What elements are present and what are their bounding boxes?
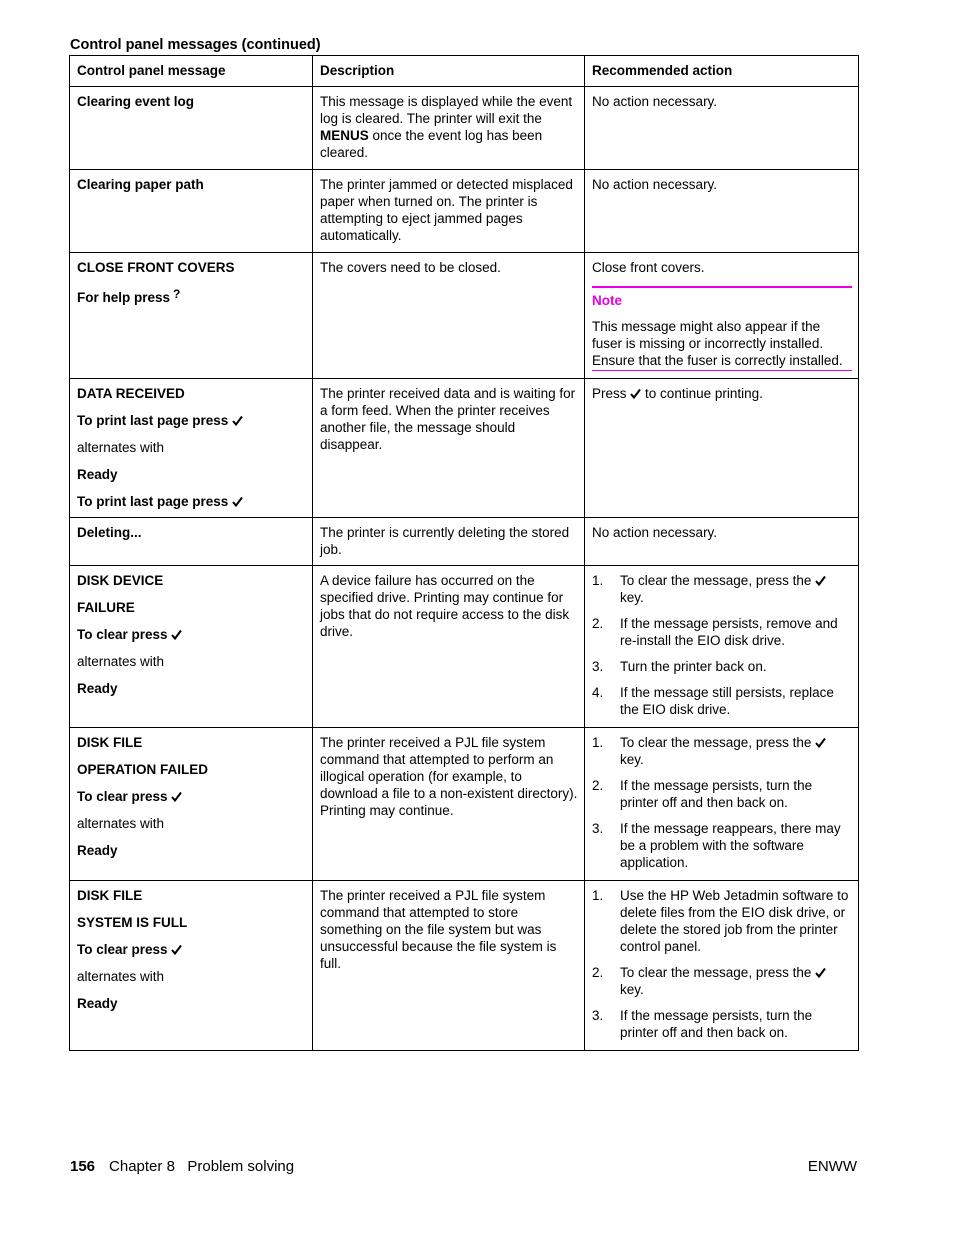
action-text: Press bbox=[592, 386, 627, 401]
message-text: Ready bbox=[77, 681, 118, 696]
message-text: To print last page press bbox=[77, 413, 229, 428]
note-text: This message might also appear if the fuser is missing or incorrectly installed. Ensure that the fuser is correctly installed. bbox=[592, 318, 852, 371]
step-text: If the message persists, turn the printer off and then back on. bbox=[620, 1008, 813, 1040]
list-item bbox=[592, 777, 852, 811]
table-row bbox=[70, 253, 859, 379]
message-cell bbox=[70, 518, 313, 566]
description-cell bbox=[313, 566, 585, 728]
message-text: To clear press bbox=[77, 942, 168, 957]
description-text: This message is displayed while the event log is cleared. The printer will exit the bbox=[320, 94, 573, 126]
list-item bbox=[592, 1007, 852, 1041]
step-number: 2. bbox=[592, 616, 604, 631]
note-label: Note bbox=[592, 293, 622, 308]
message-help-line bbox=[77, 286, 306, 306]
step-text: key. bbox=[620, 590, 644, 605]
message-text: FAILURE bbox=[77, 600, 135, 615]
table-row bbox=[70, 87, 859, 170]
action-cell bbox=[585, 87, 859, 170]
action-text: No action necessary. bbox=[592, 94, 718, 109]
menus-key-text: MENUS bbox=[320, 128, 369, 143]
description-text: The printer received a PJL file system command that attempted to perform an illogical operation (for example, to download a file to a non-existent directory). Printing may continue. bbox=[320, 735, 578, 818]
list-item bbox=[592, 684, 852, 718]
step-number: 4. bbox=[592, 685, 604, 700]
table-row bbox=[70, 170, 859, 253]
action-cell bbox=[585, 253, 859, 379]
list-item bbox=[592, 964, 852, 998]
message-text: Deleting... bbox=[77, 525, 142, 540]
action-cell bbox=[585, 566, 859, 728]
step-text: key. bbox=[620, 982, 644, 997]
table-row bbox=[70, 518, 859, 566]
message-cell bbox=[70, 881, 313, 1051]
list-item bbox=[592, 887, 852, 955]
step-text: If the message persists, turn the printer off and then back on. bbox=[620, 778, 813, 810]
step-text: Turn the printer back on. bbox=[620, 659, 767, 674]
message-cell bbox=[70, 253, 313, 379]
step-text: To clear the message, press the bbox=[620, 735, 812, 750]
checkmark-icon bbox=[815, 737, 826, 748]
step-text: If the message reappears, there may be a problem with the software application. bbox=[620, 821, 841, 870]
step-text: If the message still persists, replace the EIO disk drive. bbox=[620, 685, 834, 717]
message-text: Ready bbox=[77, 843, 118, 858]
checkmark-icon bbox=[171, 944, 182, 955]
description-text: The printer received a PJL file system command that attempted to store something on the file system but was unsuccessful because the file system is full. bbox=[320, 888, 557, 971]
table-row bbox=[70, 379, 859, 518]
description-cell bbox=[313, 170, 585, 253]
checkmark-icon bbox=[815, 967, 826, 978]
list-item bbox=[592, 658, 852, 675]
footer-right-label: ENWW bbox=[807, 1158, 857, 1175]
description-cell bbox=[313, 518, 585, 566]
message-text: DISK DEVICE bbox=[77, 573, 164, 588]
description-text: The printer received data and is waiting for a form feed. When the printer receives another file, the message should disappear. bbox=[320, 386, 576, 452]
step-number: 2. bbox=[592, 778, 604, 793]
message-text: DATA RECEIVED bbox=[77, 386, 185, 401]
list-item bbox=[592, 820, 852, 871]
step-text: To clear the message, press the bbox=[620, 573, 812, 588]
chapter-title: Chapter 8 Problem solving bbox=[109, 1158, 295, 1175]
description-cell bbox=[313, 728, 585, 881]
action-cell bbox=[585, 881, 859, 1051]
action-cell bbox=[585, 170, 859, 253]
message-text: OPERATION FAILED bbox=[77, 762, 209, 777]
column-header-message: Control panel message bbox=[70, 56, 313, 87]
message-line bbox=[77, 788, 306, 805]
message-text: Clearing paper path bbox=[77, 177, 204, 192]
description-cell bbox=[313, 379, 585, 518]
message-line bbox=[77, 493, 306, 510]
step-text: key. bbox=[620, 752, 644, 767]
column-header-description: Description bbox=[313, 56, 585, 87]
page-footer bbox=[70, 1158, 857, 1175]
message-text: alternates with bbox=[77, 440, 165, 455]
checkmark-icon bbox=[815, 575, 826, 586]
step-text: Use the HP Web Jetadmin software to delete files from the EIO disk drive, or delete the stored job from the printer control panel. bbox=[620, 888, 849, 954]
description-text: The printer is currently deleting the stored job. bbox=[320, 525, 570, 557]
message-text: For help press bbox=[77, 290, 171, 305]
list-item bbox=[592, 734, 852, 768]
table-header-row bbox=[70, 56, 859, 87]
note-divider bbox=[592, 286, 852, 288]
description-text: The printer jammed or detected misplaced paper when turned on. The printer is attempting to eject jammed pages automatically. bbox=[320, 177, 573, 243]
checkmark-icon bbox=[232, 415, 243, 426]
message-text: DISK FILE bbox=[77, 735, 143, 750]
message-text: To clear press bbox=[77, 789, 168, 804]
message-text: alternates with bbox=[77, 816, 165, 831]
action-steps bbox=[592, 734, 852, 871]
message-text: Ready bbox=[77, 996, 118, 1011]
step-number: 1. bbox=[592, 888, 604, 903]
action-steps bbox=[592, 887, 852, 1041]
description-text: once the event log has been cleared. bbox=[320, 128, 543, 160]
step-number: 1. bbox=[592, 735, 604, 750]
action-cell bbox=[585, 379, 859, 518]
message-text: alternates with bbox=[77, 969, 165, 984]
message-text: alternates with bbox=[77, 654, 165, 669]
action-text: No action necessary. bbox=[592, 525, 718, 540]
message-text: Clearing event log bbox=[77, 94, 195, 109]
action-steps bbox=[592, 572, 852, 718]
checkmark-icon bbox=[232, 496, 243, 507]
description-text: The covers need to be closed. bbox=[320, 260, 501, 275]
description-text: A device failure has occurred on the specified drive. Printing may continue for jobs that do not require access to the disk drive. bbox=[320, 573, 570, 639]
message-cell bbox=[70, 728, 313, 881]
action-cell bbox=[585, 518, 859, 566]
message-cell bbox=[70, 170, 313, 253]
description-cell bbox=[313, 87, 585, 170]
table-caption: Control panel messages (continued) bbox=[70, 37, 321, 53]
message-line bbox=[77, 941, 306, 958]
message-text: SYSTEM IS FULL bbox=[77, 915, 188, 930]
checkmark-icon bbox=[171, 629, 182, 640]
message-text: To clear press bbox=[77, 627, 168, 642]
action-cell bbox=[585, 728, 859, 881]
description-cell bbox=[313, 253, 585, 379]
message-text: DISK FILE bbox=[77, 888, 143, 903]
list-item bbox=[592, 615, 852, 649]
message-text: Ready bbox=[77, 467, 118, 482]
step-number: 3. bbox=[592, 1008, 604, 1023]
step-number: 3. bbox=[592, 821, 604, 836]
description-cell bbox=[313, 881, 585, 1051]
question-mark-icon: ? bbox=[173, 287, 181, 301]
action-text: Close front covers. bbox=[592, 260, 705, 275]
column-header-action: Recommended action bbox=[585, 56, 859, 87]
action-text: No action necessary. bbox=[592, 177, 718, 192]
list-item bbox=[592, 572, 852, 606]
message-cell bbox=[70, 379, 313, 518]
action-text: to continue printing. bbox=[645, 386, 763, 401]
message-line bbox=[77, 412, 306, 429]
message-cell bbox=[70, 87, 313, 170]
step-text: If the message persists, remove and re-install the EIO disk drive. bbox=[620, 616, 838, 648]
step-text: To clear the message, press the bbox=[620, 965, 812, 980]
message-cell bbox=[70, 566, 313, 728]
checkmark-icon bbox=[630, 388, 641, 399]
page-number: 156 bbox=[70, 1158, 96, 1175]
control-panel-messages-table bbox=[69, 55, 859, 1051]
step-number: 3. bbox=[592, 659, 604, 674]
checkmark-icon bbox=[171, 791, 182, 802]
step-number: 1. bbox=[592, 573, 604, 588]
table-row bbox=[70, 881, 859, 1051]
step-number: 2. bbox=[592, 965, 604, 980]
message-text: CLOSE FRONT COVERS bbox=[77, 260, 235, 275]
table-row bbox=[70, 728, 859, 881]
table-row bbox=[70, 566, 859, 728]
message-text: To print last page press bbox=[77, 494, 229, 509]
message-line bbox=[77, 626, 306, 643]
